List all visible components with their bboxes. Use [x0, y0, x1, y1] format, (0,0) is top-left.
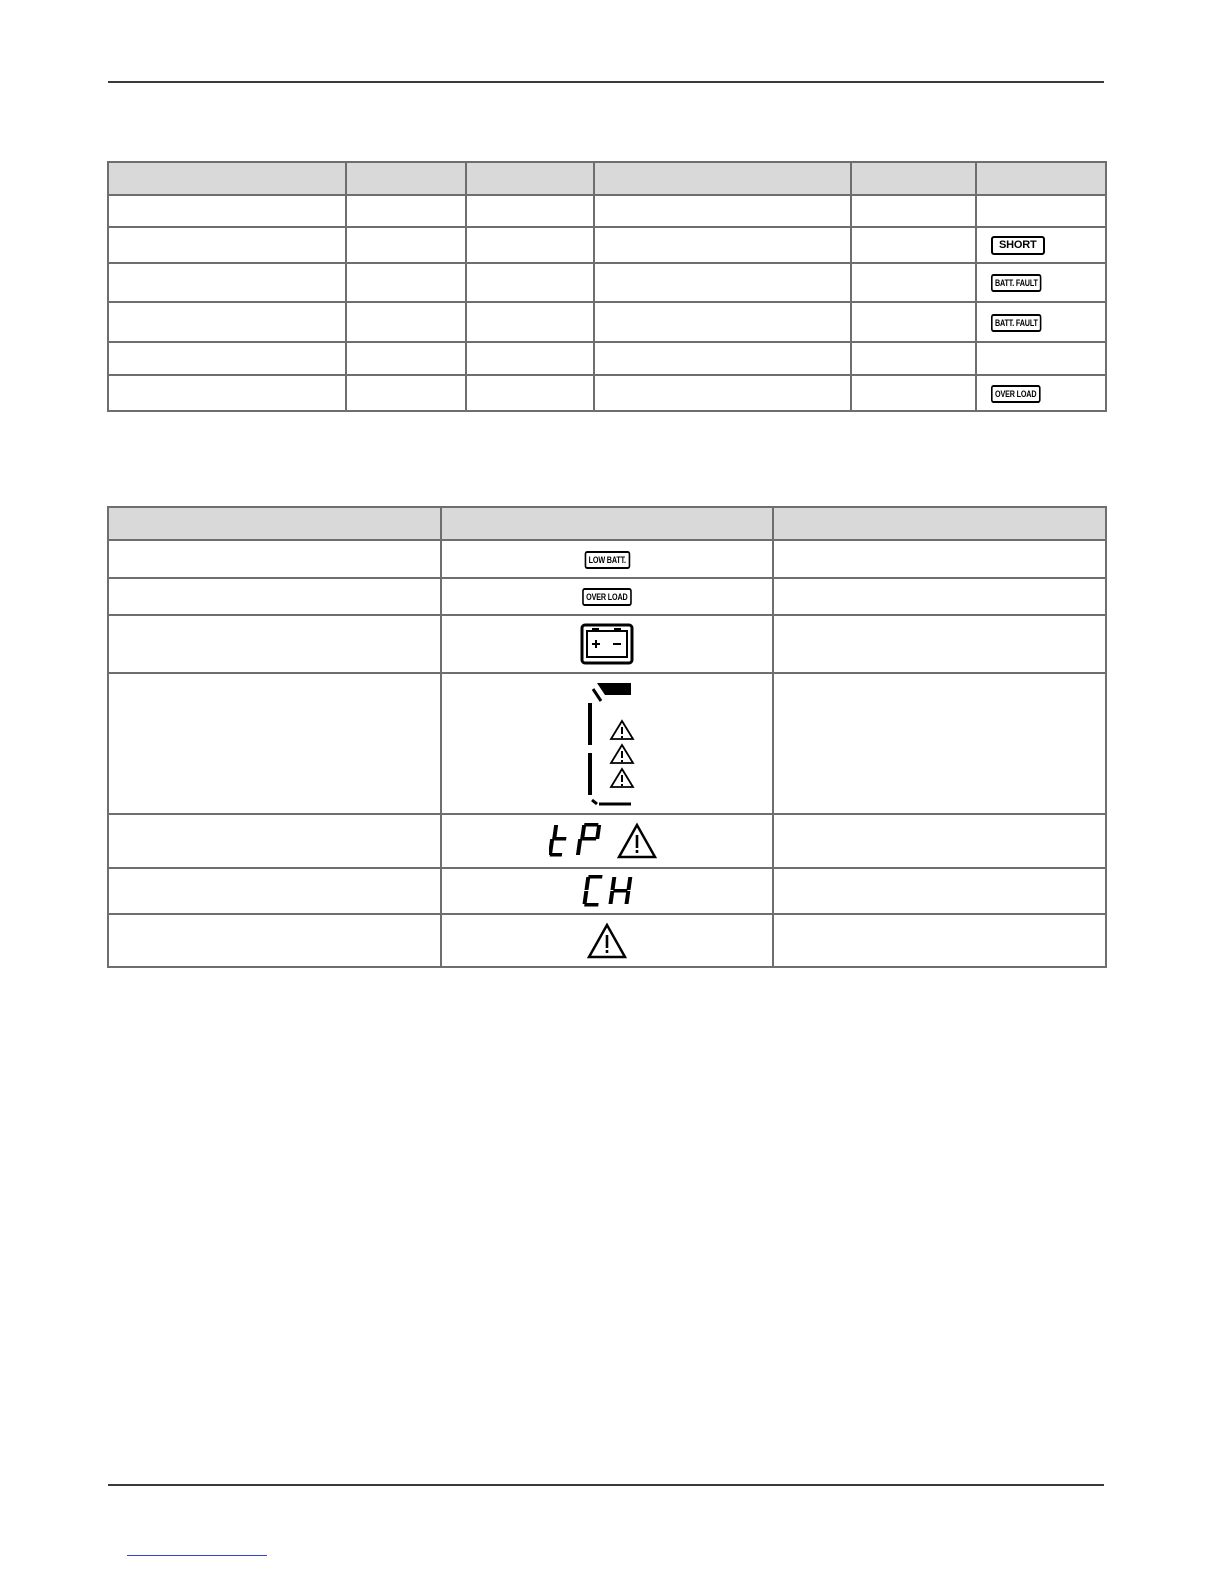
batt-fault-indicator: BATT. FAULT [991, 314, 1042, 332]
table-row [108, 914, 1106, 967]
warning-icon [585, 921, 629, 961]
table-row [108, 540, 1106, 578]
table-header-row [108, 507, 1106, 540]
battery-icon [580, 623, 634, 665]
header-cell [594, 162, 851, 195]
table-row [108, 375, 1106, 411]
table-row [108, 814, 1106, 868]
table-header-row [108, 162, 1106, 195]
short-indicator: SHORT [991, 236, 1045, 255]
table-row [108, 227, 1106, 263]
load-level-warning-icon [577, 679, 637, 809]
table-row [108, 342, 1106, 375]
header-cell [466, 162, 594, 195]
header-cell [108, 162, 346, 195]
table-row [108, 263, 1106, 302]
tp-warning-code [549, 819, 665, 863]
table-row [108, 302, 1106, 342]
header-rule [108, 81, 1104, 83]
table-row [108, 868, 1106, 914]
footer-link-underline[interactable] [127, 1555, 267, 1556]
over-load-indicator: OVER LOAD [991, 385, 1040, 403]
header-cell [851, 162, 976, 195]
low-batt-indicator: LOW BATT. [584, 551, 629, 569]
batt-fault-indicator: BATT. FAULT [991, 274, 1042, 292]
table-row [108, 615, 1106, 673]
over-load-indicator: OVER LOAD [582, 588, 631, 606]
footer-rule [108, 1484, 1104, 1486]
ch-code [577, 872, 637, 910]
table-row [108, 578, 1106, 615]
header-cell [346, 162, 466, 195]
header-cell [976, 162, 1106, 195]
warning-table [107, 506, 1107, 968]
header-cell [441, 507, 773, 540]
header-cell [108, 507, 441, 540]
header-cell [773, 507, 1106, 540]
table-row [108, 673, 1106, 814]
table-row [108, 195, 1106, 227]
fault-table [107, 161, 1107, 412]
